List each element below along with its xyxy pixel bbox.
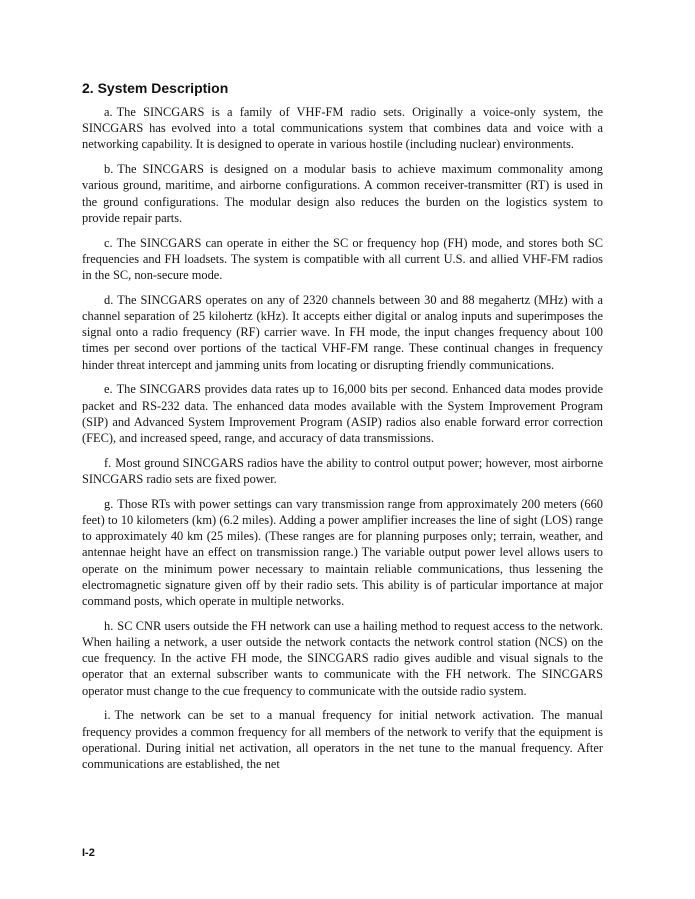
paragraph-d (82, 292, 603, 373)
paragraph-c (82, 235, 603, 284)
paragraph-text: The SINCGARS operates on any of 2320 channels between 30 and 88 megahertz (MHz) with a channel separation of 25 kilohertz (kHz). It accepts either digital or analog inputs and superimposes the signal onto a radio frequency (RF) carrier wave. In FH mode, the input changes frequency about 100 times per second over portions of the tactical VHF-FM range. These continual changes in frequency hinder threat intercept and jamming units from locating or disrupting friendly communications. (82, 292, 603, 372)
paragraph-letter: f. (104, 455, 112, 470)
paragraph-e (82, 381, 603, 446)
paragraph-text: The SINCGARS is a family of VHF-FM radio sets. Originally a voice-only system, the SINCGARS has evolved into a total communications system that combines data and voice with a networking capability. It is designed to operate in various hostile (including nuclear) environments. (82, 105, 603, 152)
paragraph-letter: i. (104, 708, 111, 723)
paragraph-a (82, 104, 603, 153)
paragraph-letter: b. (104, 162, 114, 177)
paragraph-b (82, 161, 603, 226)
paragraph-text: SC CNR users outside the FH network can use a hailing method to request access to the network. When hailing a network, a user outside the network contacts the network control station (NCS) on the cue frequency. In the active FH mode, the SINCGARS radio gives audible and visual signals to the operator that an external subscriber wants to communicate with the FH network. The SINCGARS operator must change to the cue frequency to communicate with the outside radio system. (82, 618, 603, 698)
section-heading: 2. System Description (82, 80, 229, 96)
paragraph-letter: e. (104, 382, 113, 397)
page-number: I-2 (82, 847, 95, 859)
paragraph-f (82, 455, 603, 487)
paragraph-text: The SINCGARS provides data rates up to 16,000 bits per second. Enhanced data modes provide packet and RS-232 data. The enhanced data modes available with the System Improvement Program (SIP) and Advanced System Improvement Program (ASIP) radios also enable forward error correction (FEC), and increased speed, range, and accuracy of data transmissions. (82, 382, 603, 446)
paragraph-text: The SINCGARS can operate in either the SC or frequency hop (FH) mode, and stores both SC frequencies and FH loadsets. The system is compatible with all current U.S. and allied VHF-FM radios in the SC, non-secure mode. (82, 235, 603, 283)
paragraph-g (82, 496, 603, 609)
paragraph-h (82, 618, 603, 699)
paragraph-i (82, 707, 603, 772)
paragraph-letter: h. (104, 618, 114, 633)
paragraph-letter: d. (104, 292, 114, 307)
paragraph-text: The network can be set to a manual frequency for initial network activation. The manual frequency provides a common frequency for all members of the network to verify that the equipment is operational. During initial net activation, all operators in the net tune to the manual frequency. After communications are established, the net (82, 708, 603, 772)
paragraph-text: The SINCGARS is designed on a modular basis to achieve maximum commonality among various ground, maritime, and airborne configurations. A common receiver-transmitter (RT) is used in the ground configurations. The modular design also reduces the burden on the logistics system to provide repair parts. (82, 162, 603, 225)
paragraph-letter: a. (104, 105, 113, 119)
paragraph-text: Those RTs with power settings can vary transmission range from approximately 200 meters (660 feet) to 10 kilometers (km) (6.2 miles). Adding a power amplifier increases the line of sight (LOS) range to approximately 40 km (25 miles). (These ranges are for planning purposes only; terrain, weather, and antennae height have an effect on transmission range.) The variable output power level allows users to operate on the minimum power necessary to maintain reliable communications, thus lessening the electromagnetic signature given off by their radio sets. This ability is of particular importance at major command posts, which operate in multiple networks. (82, 496, 603, 609)
section-body (82, 104, 603, 781)
paragraph-text: Most ground SINCGARS radios have the ability to control output power; however, most airborne SINCGARS radio sets are fixed power. (82, 455, 603, 487)
paragraph-letter: g. (104, 496, 114, 511)
paragraph-letter: c. (104, 235, 113, 250)
